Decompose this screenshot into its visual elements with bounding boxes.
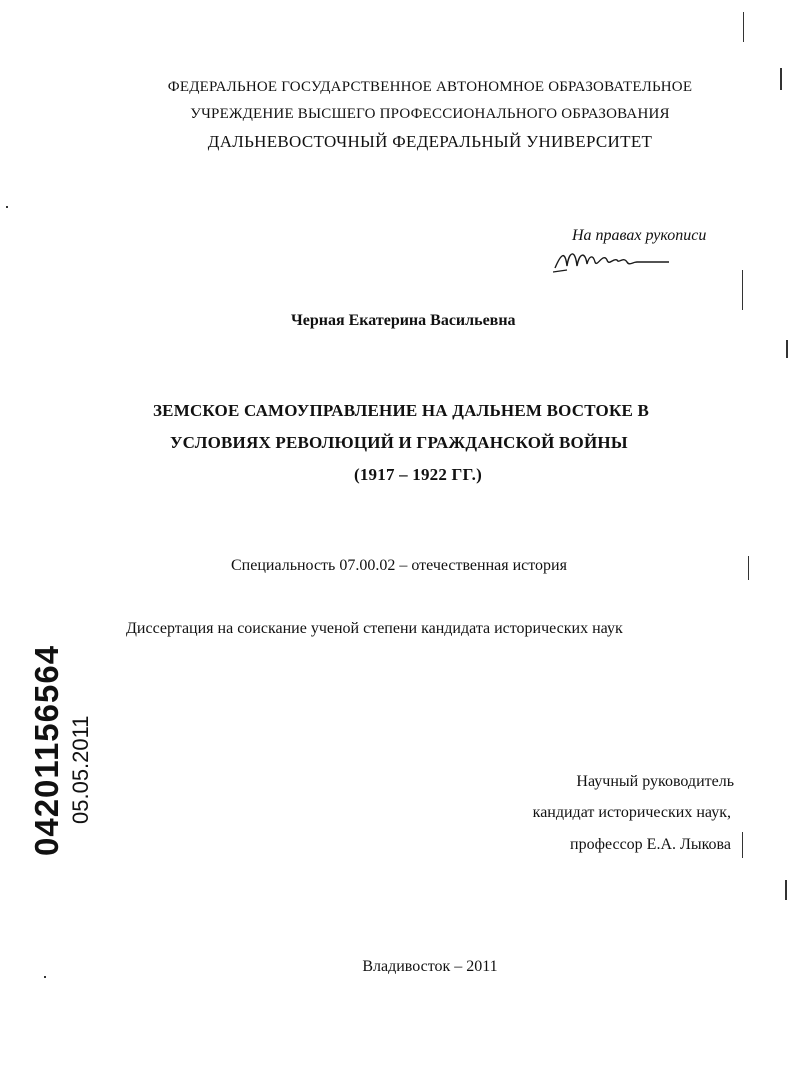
place-year: Владивосток – 2011	[362, 958, 498, 975]
scan-mark	[780, 68, 782, 90]
scan-mark	[743, 12, 744, 42]
title-line-3: (1917 – 1922 ГГ.)	[354, 465, 482, 484]
scan-mark	[742, 270, 743, 310]
degree-line: Диссертация на соискание ученой степени кандидата исторических наук	[126, 620, 623, 637]
scan-mark	[6, 206, 8, 208]
title-line-2: УСЛОВИЯХ РЕВОЛЮЦИЙ И ГРАЖДАНСКОЙ ВОЙНЫ	[170, 433, 628, 452]
supervisor-name: профессор Е.А. Лыкова	[570, 836, 731, 853]
library-stamp-number: 04201156564	[28, 644, 65, 856]
scan-mark	[748, 556, 749, 580]
library-stamp-date: 05.05.2011	[68, 715, 93, 824]
institution-line-2: УЧРЕЖДЕНИЕ ВЫСШЕГО ПРОФЕССИОНАЛЬНОГО ОБРАЗОВАНИЯ	[190, 106, 670, 122]
institution-line-1: ФЕДЕРАЛЬНОЕ ГОСУДАРСТВЕННОЕ АВТОНОМНОЕ ОБРАЗОВАТЕЛЬНОЕ	[167, 79, 693, 95]
scan-mark	[742, 832, 743, 858]
scan-mark	[44, 976, 46, 978]
specialty-line: Специальность 07.00.02 – отечественная история	[231, 557, 567, 574]
title-line-1: ЗЕМСКОЕ САМОУПРАВЛЕНИЕ НА ДАЛЬНЕМ ВОСТОКЕ В	[153, 401, 650, 420]
institution-line-3: ДАЛЬНЕВОСТОЧНЫЙ ФЕДЕРАЛЬНЫЙ УНИВЕРСИТЕТ	[207, 132, 653, 151]
scan-mark	[786, 340, 788, 358]
manuscript-note: На правах рукописи	[572, 227, 707, 244]
handwritten-signature	[553, 244, 673, 274]
scan-mark	[785, 880, 787, 900]
author-name: Черная Екатерина Васильевна	[291, 312, 516, 329]
supervisor-title: Научный руководитель	[576, 773, 734, 790]
supervisor-degree: кандидат исторических наук,	[532, 804, 731, 821]
